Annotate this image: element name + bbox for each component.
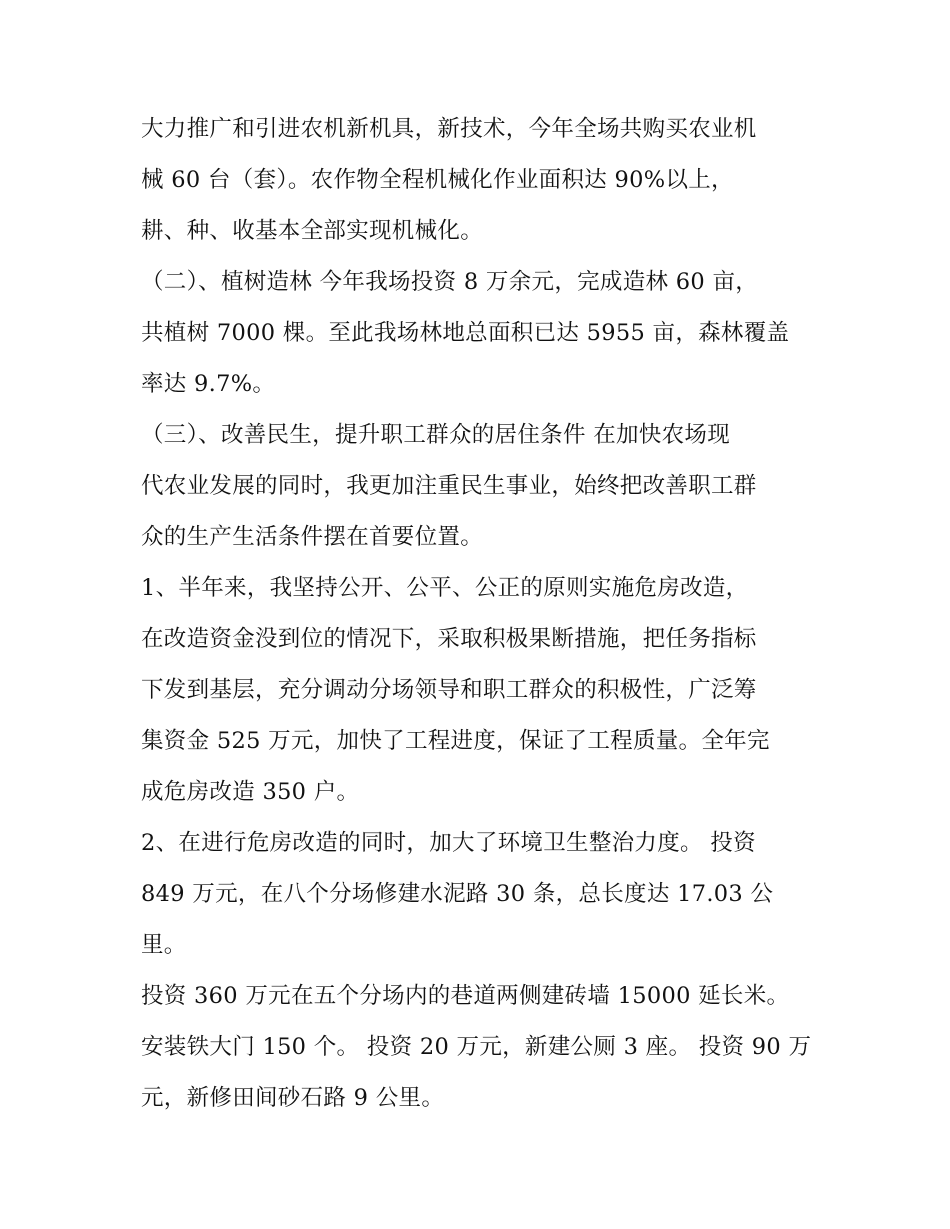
text-line: 下发到基层，充分调动分场领导和职工群众的积极性，广泛筹 — [141, 677, 757, 703]
text-line: 在改造资金没到位的情况下，采取积极果断措施，把任务指标 — [141, 626, 757, 652]
text-line: 元，新修田间砂石路 9 公里。 — [141, 1085, 445, 1111]
text-line: 率达 9.7%。 — [141, 371, 276, 397]
text-line: 成危房改造 350 户。 — [141, 779, 360, 805]
text-line: 里。 — [141, 932, 187, 958]
text-line: 耕、种、收基本全部实现机械化。 — [141, 218, 484, 244]
text-line: 集资金 525 万元，加快了工程进度，保证了工程质量。全年完 — [141, 728, 770, 754]
text-line: 械 60 台（套）。农作物全程机械化作业面积达 90%以上， — [141, 167, 734, 193]
text-line: 投资 360 万元在五个分场内的巷道两侧建砖墙 15000 延长米。 — [141, 983, 790, 1009]
text-line: 849 万元，在八个分场修建水泥路 30 条，总长度达 17.03 公 — [141, 881, 774, 907]
text-line: （二）、植树造林 今年我场投资 8 万余元，完成造林 60 亩， — [141, 269, 759, 295]
text-line: 众的生产生活条件摆在首要位置。 — [141, 524, 484, 550]
text-line: 代农业发展的同时，我更加注重民生事业，始终把改善职工群 — [141, 473, 757, 499]
text-line: 2、在进行危房改造的同时，加大了环境卫生整治力度。 投资 — [141, 830, 756, 856]
text-line: 大力推广和引进农机新机具，新技术，今年全场共购买农业机 — [141, 116, 757, 142]
text-line: （三）、改善民生，提升职工群众的居住条件 在加快农场现 — [141, 422, 731, 448]
text-line: 1、半年来，我坚持公开、公平、公正的原则实施危房改造， — [141, 575, 749, 601]
text-line: 共植树 7000 棵。至此我场林地总面积已达 5955 亩，森林覆盖 — [141, 320, 790, 346]
text-line: 安装铁大门 150 个。 投资 20 万元，新建公厕 3 座。 投资 90 万 — [141, 1034, 812, 1060]
